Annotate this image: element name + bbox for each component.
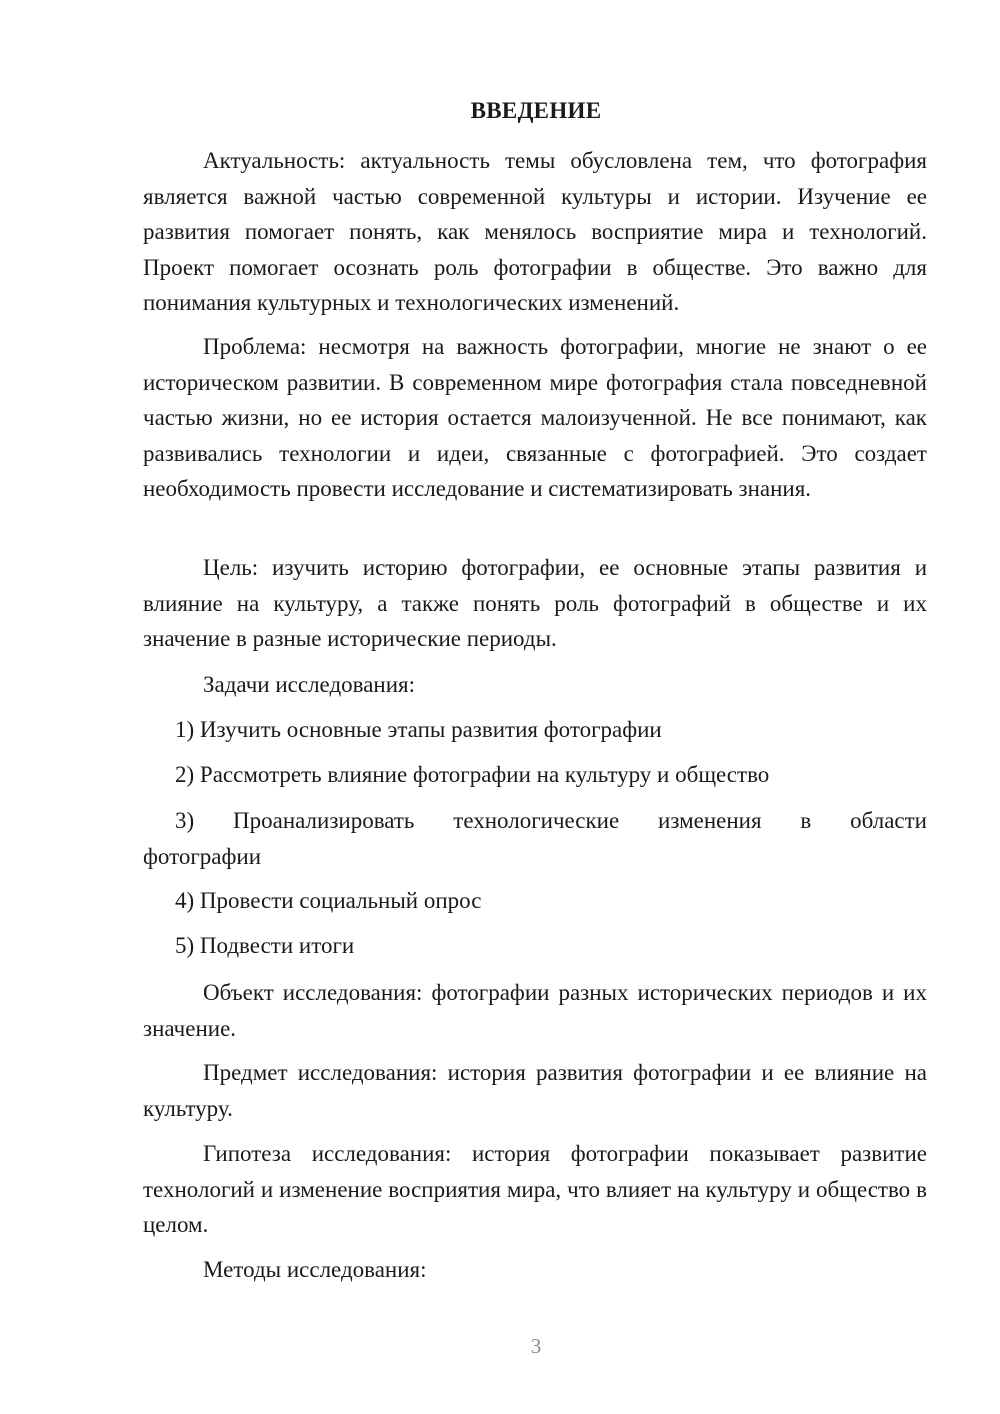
paragraph-object: Объект исследования: фотографии разных исторических периодов и их значение. — [143, 980, 927, 1041]
paragraph-problem: Проблема: несмотря на важность фотографии, многие не знают о ее историческом развитии. В современном мире фотография стала повседневной частью жизни, но ее история остается малоизученной. Не все понимают, как развивались технологии и идеи, связанные с фотографией. Это создает необходимость провести исследование и систематизировать знания. — [143, 334, 927, 501]
methods-heading: Методы исследования: — [203, 1257, 427, 1282]
task-item-5: 5) Подвести итоги — [175, 933, 355, 958]
paragraph-goal: Цель: изучить историю фотографии, ее основные этапы развития и влияние на культуру, а также понять роль фотографий в обществе и их значение в разные исторические периоды. — [143, 555, 927, 651]
task-item-3: 3) Проанализировать технологические изменения в области фотографии — [143, 808, 927, 869]
task-item-1: 1) Изучить основные этапы развития фотографии — [175, 717, 662, 742]
task-item-4: 4) Провести социальный опрос — [175, 888, 482, 913]
paragraph-relevance: Актуальность: актуальность темы обусловлена тем, что фотография является важной частью современной культуры и истории. Изучение ее развития помогает понять, как менялось восприятие мира и технологий. Проект помогает осознать роль фотографии в обществе. Это важно для понимания культурных и технологических изменений. — [143, 148, 927, 315]
paragraph-hypothesis: Гипотеза исследования: история фотографии показывает развитие технологий и изменение восприятия мира, что влияет на культуру и общество в целом. — [143, 1141, 927, 1237]
tasks-heading: Задачи исследования: — [203, 672, 416, 697]
paragraph-subject: Предмет исследования: история развития фотографии и ее влияние на культуру. — [143, 1060, 927, 1121]
task-item-2: 2) Рассмотреть влияние фотографии на культуру и общество — [175, 762, 770, 787]
page-heading: ВВЕДЕНИЕ — [470, 98, 602, 123]
page-number: 3 — [530, 1334, 542, 1358]
